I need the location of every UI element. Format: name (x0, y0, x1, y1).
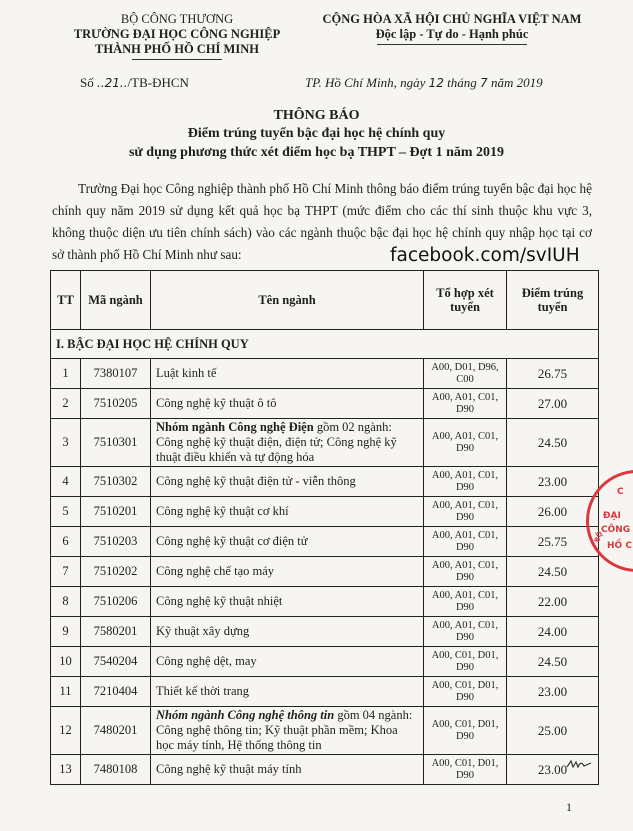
header-tt: TT (51, 271, 81, 330)
row-combo: A00, C01, D01, D90 (424, 677, 507, 707)
row-name (151, 467, 424, 497)
row-code: 7510201 (81, 497, 151, 527)
row-score: 22.00 (507, 587, 599, 617)
university-name: TRƯỜNG ĐẠI HỌC CÔNG NGHIỆP (73, 27, 281, 41)
table-row (51, 677, 599, 707)
row-name-text: Công nghệ kỹ thuật cơ khí (156, 504, 289, 518)
row-score: 23.00 (507, 467, 599, 497)
row-score: 23.00 (507, 755, 599, 785)
page-number: 1 (566, 800, 572, 814)
row-combo: A00, A01, C01, D90 (424, 467, 507, 497)
header-name: Tên ngành (151, 271, 424, 330)
row-code: 7580201 (81, 617, 151, 647)
section-title: I. BẬC ĐẠI HỌC HỆ CHÍNH QUY (51, 330, 599, 359)
table-row (51, 389, 599, 419)
row-name-text: Công nghệ kỹ thuật ô tô (156, 396, 277, 410)
national-motto: Độc lập - Tự do - Hạnh phúc (375, 27, 529, 41)
row-name (151, 419, 424, 467)
row-score: 24.00 (507, 617, 599, 647)
notice-subtitle-2: sử dụng phương thức xét điểm học bạ THPT – Đợt 1 năm 2019 (128, 145, 505, 160)
row-name-text: Công nghệ dệt, may (156, 654, 257, 668)
row-combo: A00, D01, D96, C00 (424, 359, 507, 389)
row-name-text: Thiết kế thời trang (156, 684, 250, 698)
row-name (151, 497, 424, 527)
row-name (151, 707, 424, 755)
row-tt: 7 (51, 557, 81, 587)
row-name (151, 557, 424, 587)
row-name-text: gồm 04 ngành: Công nghệ thông tin; Kỹ thuật phần mềm; Khoa học máy tính, Hệ thống thông tin (156, 708, 413, 752)
national-title: CỘNG HÒA XÃ HỘI CHỦ NGHĨA VIỆT NAM (322, 12, 582, 26)
row-name (151, 359, 424, 389)
row-code: 7480108 (81, 755, 151, 785)
table-row (51, 755, 599, 785)
row-tt: 13 (51, 755, 81, 785)
table-row (51, 707, 599, 755)
header-score: Điểm trúng tuyển (507, 271, 599, 330)
row-name (151, 389, 424, 419)
table-row (51, 419, 599, 467)
stamp-text-1: C (617, 487, 624, 497)
table-row (51, 497, 599, 527)
row-score: 24.50 (507, 419, 599, 467)
row-combo: A00, C01, D01, D90 (424, 755, 507, 785)
table-header-row (51, 271, 599, 330)
stamp-text-4: HỒ C (607, 541, 632, 551)
stamp-text-3: CÔNG (601, 525, 631, 535)
motto-underline (377, 44, 527, 45)
date-month-label: tháng (447, 75, 477, 90)
initials-signature (566, 757, 592, 771)
row-tt: 10 (51, 647, 81, 677)
table-row (51, 557, 599, 587)
row-combo: A00, A01, C01, D90 (424, 617, 507, 647)
row-combo: A00, A01, C01, D90 (424, 497, 507, 527)
header-code: Mã ngành (81, 271, 151, 330)
row-group-name: Nhóm ngành Công nghệ Điện (156, 420, 314, 434)
row-name-text: Công nghệ kỹ thuật cơ điện tử (156, 534, 308, 548)
row-tt: 12 (51, 707, 81, 755)
row-combo: A00, C01, D01, D90 (424, 707, 507, 755)
row-combo: A00, A01, C01, D90 (424, 419, 507, 467)
table-row (51, 617, 599, 647)
document-number (80, 75, 189, 91)
doc-number-prefix: Số (80, 75, 94, 90)
row-combo: A00, C01, D01, D90 (424, 647, 507, 677)
row-name-text: Kỹ thuật xây dựng (156, 624, 250, 638)
row-tt: 2 (51, 389, 81, 419)
table-row (51, 467, 599, 497)
row-code: 7480201 (81, 707, 151, 755)
row-name (151, 755, 424, 785)
doc-number-value: ..21.. (96, 76, 128, 90)
section-row (51, 330, 599, 359)
date-day: 12 (428, 76, 444, 90)
row-tt: 11 (51, 677, 81, 707)
row-code: 7510205 (81, 389, 151, 419)
row-name-text: Công nghệ kỹ thuật điện tử - viễn thông (156, 474, 356, 488)
row-code: 7210404 (81, 677, 151, 707)
row-code: 7540204 (81, 647, 151, 677)
row-score: 24.50 (507, 647, 599, 677)
row-combo: A00, A01, C01, D90 (424, 587, 507, 617)
row-name-text: Công nghệ chế tạo máy (156, 564, 275, 578)
header-underline (132, 59, 222, 60)
row-code: 7510206 (81, 587, 151, 617)
notice-title: THÔNG BÁO (273, 108, 360, 123)
row-name (151, 677, 424, 707)
stamp-text-2: ĐẠI (603, 511, 621, 521)
row-name-text: gồm 02 ngành: Công nghệ kỹ thuật điện, điện tử; Công nghệ kỹ thuật điều khiển và tự động hóa (156, 420, 397, 464)
doc-number-suffix: /TB-ĐHCN (127, 75, 189, 90)
row-name-text: Công nghệ kỹ thuật máy tính (156, 762, 302, 776)
row-name-text: Công nghệ kỹ thuật nhiệt (156, 594, 283, 608)
row-code: 7380107 (81, 359, 151, 389)
row-score: 26.75 (507, 359, 599, 389)
row-tt: 9 (51, 617, 81, 647)
row-code: 7510302 (81, 467, 151, 497)
table-row (51, 587, 599, 617)
date-place: TP. Hồ Chí Minh, ngày (305, 75, 426, 90)
row-score: 25.00 (507, 707, 599, 755)
row-tt: 3 (51, 419, 81, 467)
date-year: năm 2019 (490, 75, 543, 90)
table-row (51, 527, 599, 557)
ministry-name: BỘ CÔNG THƯƠNG (120, 12, 234, 26)
notice-subtitle: Điểm trúng tuyển bậc đại học hệ chính quy (187, 126, 446, 141)
row-score: 25.75 (507, 527, 599, 557)
date-month: 7 (480, 76, 488, 90)
document-date (305, 75, 543, 91)
row-code: 7510203 (81, 527, 151, 557)
admission-scores-table (50, 270, 599, 785)
row-score: 23.00 (507, 677, 599, 707)
row-combo: A00, A01, C01, D90 (424, 527, 507, 557)
row-group-name: Nhóm ngành Công nghệ thông tin (156, 708, 335, 722)
table-row (51, 359, 599, 389)
row-name (151, 617, 424, 647)
row-combo: A00, A01, C01, D90 (424, 557, 507, 587)
row-tt: 6 (51, 527, 81, 557)
national-header (292, 12, 612, 45)
row-code: 7510301 (81, 419, 151, 467)
intro-paragraph: Trường Đại học Công nghiệp thành phố Hồ Chí Minh thông báo điểm trúng tuyển bậc đại học hệ chính quy năm 2019 sử dụng kết quả học bạ THPT (mức điểm cho các thí sinh thuộc khu vực 3, không thuộc diện ưu tiên chính sách) vào các ngành thuộc bậc đại học hệ chính quy nhập học tại cơ sở thành phố Hồ Chí Minh như sau: (52, 181, 592, 262)
table-row (51, 647, 599, 677)
ministry-header (52, 12, 302, 60)
row-tt: 4 (51, 467, 81, 497)
row-name-text: Luật kinh tế (156, 366, 217, 380)
row-combo: A00, A01, C01, D90 (424, 389, 507, 419)
row-score: 24.50 (507, 557, 599, 587)
row-name (151, 527, 424, 557)
header-combo: Tổ hợp xét tuyển (424, 271, 507, 330)
row-tt: 5 (51, 497, 81, 527)
row-name (151, 587, 424, 617)
row-name (151, 647, 424, 677)
row-score: 26.00 (507, 497, 599, 527)
row-score: 27.00 (507, 389, 599, 419)
row-tt: 1 (51, 359, 81, 389)
row-tt: 8 (51, 587, 81, 617)
stamp-text-5: BỘ (592, 530, 605, 544)
university-city: THÀNH PHỐ HỒ CHÍ MINH (95, 42, 259, 56)
facebook-watermark: facebook.com/svIUH (387, 245, 583, 266)
row-code: 7510202 (81, 557, 151, 587)
